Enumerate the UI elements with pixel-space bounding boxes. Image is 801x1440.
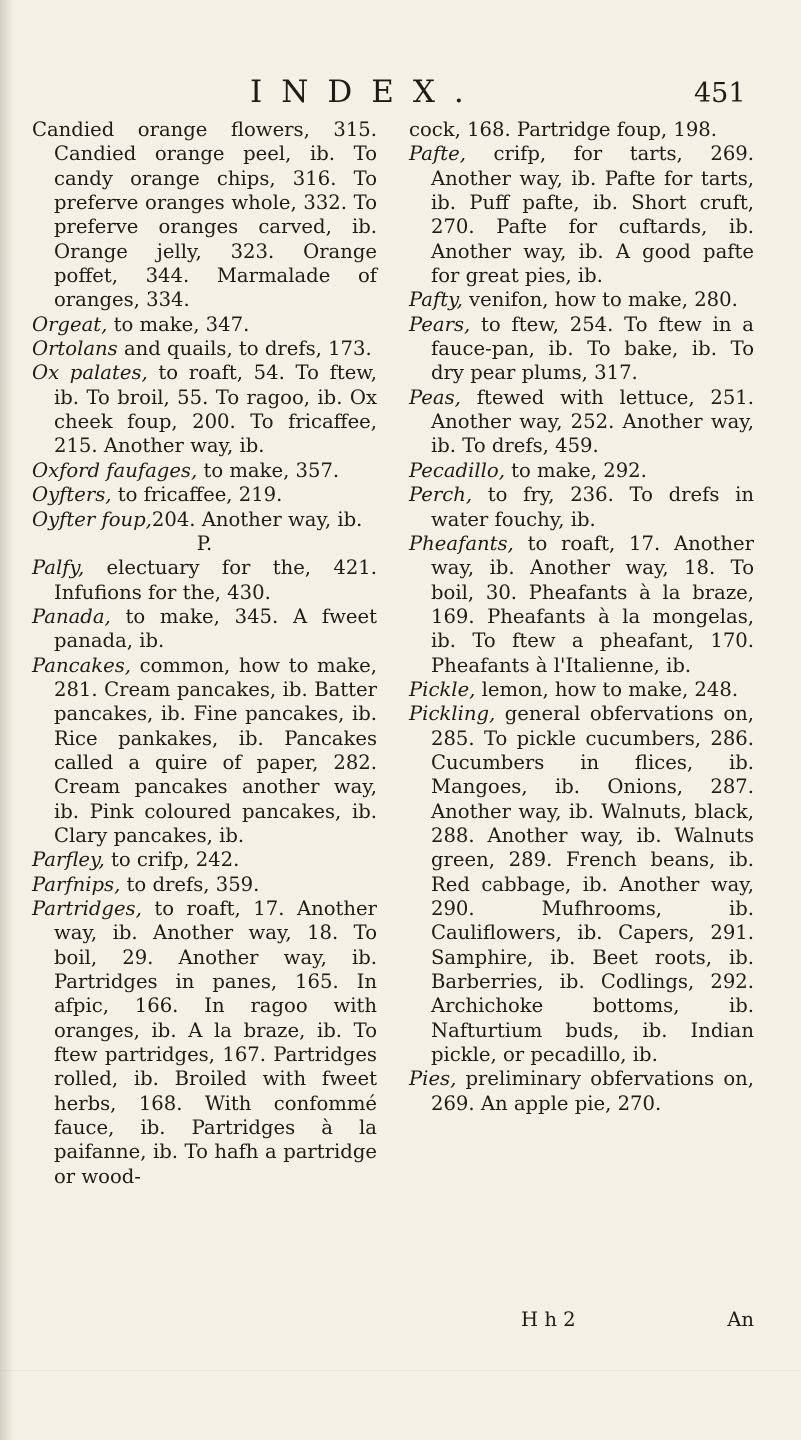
entry-text: to roaft, 54. To ftew, ib. To broil, 55. To ragoo, ib. Ox cheek foup, 200. To fricaffee, 215. Another way, ib. xyxy=(54,361,377,458)
entry-text: to fry, 236. To drefs in water fouchy, ib. xyxy=(431,483,754,531)
index-entry xyxy=(32,459,377,483)
entry-text: Candied orange flowers, 315. Candied orange peel, ib. To candy orange chips, 316. To preferve oranges whole, 332. To preferve oranges carved, ib. Orange jelly, 323. Orange poffet, 344. Marmalade of oranges, 334. xyxy=(32,118,377,312)
entry-heading: Oyfter foup, xyxy=(32,507,152,531)
index-entry xyxy=(32,508,377,532)
index-entry xyxy=(409,118,754,142)
entry-text: to make, 357. xyxy=(197,458,340,482)
index-entry xyxy=(32,873,377,897)
entry-heading: Pancakes, xyxy=(32,653,132,677)
index-entry xyxy=(409,1067,754,1116)
entry-heading: Peas, xyxy=(409,385,461,409)
entry-text: to make, 345. A fweet panada, ib. xyxy=(54,604,377,653)
page-number: 451 xyxy=(694,78,746,109)
entry-heading: Pears, xyxy=(409,312,471,336)
entry-heading: Pies, xyxy=(409,1067,457,1091)
entry-text: lemon, how to make, 248. xyxy=(475,677,739,701)
index-entry xyxy=(32,337,377,361)
entry-text: venifon, how to make, 280. xyxy=(462,288,738,312)
index-entry xyxy=(409,483,754,532)
entry-text: to ftew, 254. To ftew in a fauce-pan, ib. To bake, ib. To dry pear plums, 317. xyxy=(431,312,754,385)
entry-text: to make, 292. xyxy=(504,458,647,482)
index-column-right xyxy=(409,118,754,1116)
index-entry xyxy=(32,605,377,654)
entry-text: to roaft, 17. Another way, ib. Another way, 18. To boil, 29. Another way, ib. Partridges in panes, 165. In afpic, 166. In ragoo with oranges, ib. A la braze, ib. To ftew partridges, 167. Partridges rolled, ib. Broiled with fweet herbs, 168. With confommé fauce, ib. Partridges à la paifanne, ib. To hafh a partridge or wood- xyxy=(54,897,377,1188)
index-entry xyxy=(32,118,377,313)
index-entry xyxy=(409,142,754,288)
index-entry xyxy=(409,459,754,483)
entry-text: ftewed with lettuce, 251. Another way, 252. Another way, ib. To drefs, 459. xyxy=(431,385,754,458)
entry-heading: Oxford faufages, xyxy=(32,458,198,482)
entry-heading: Palfy, xyxy=(32,556,85,580)
entry-heading: Pickle, xyxy=(409,677,476,701)
entry-text: to fricaffee, 219. xyxy=(111,483,283,507)
entry-heading: Parfley, xyxy=(32,848,105,872)
entry-heading: Ox palates, xyxy=(32,361,148,385)
signature-mark: H h 2 xyxy=(521,1308,576,1331)
paper-crease xyxy=(0,1370,801,1371)
index-entry xyxy=(32,483,377,507)
entry-heading: Perch, xyxy=(409,483,473,507)
running-title: INDEX. xyxy=(250,74,483,110)
entry-text: 204. Another way, ib. xyxy=(151,507,363,531)
section-letter xyxy=(32,532,377,556)
page-footer xyxy=(409,1308,754,1334)
entry-text: and quails, to drefs, 173. xyxy=(117,337,372,361)
entry-heading: Pheafants, xyxy=(409,531,514,555)
entry-text: common, how to make, 281. Cream pancakes, ib. Batter pancakes, ib. Fine pancakes, ib. Rice pankakes, ib. Pancakes called a quire of paper, 282. Cream pancakes another way, ib. Pink coloured pancakes, ib. Clary pancakes, ib. xyxy=(54,653,377,847)
page-edge-shadow xyxy=(0,0,14,1440)
entry-text: to drefs, 359. xyxy=(120,872,260,896)
entry-text: electuary for the, 421. Infufions for the, 430. xyxy=(54,556,377,604)
entry-heading: Ortolans xyxy=(32,337,118,361)
catchword: An xyxy=(727,1308,754,1331)
entry-heading: Oyfters, xyxy=(32,483,112,507)
index-entry xyxy=(32,313,377,337)
index-column-left xyxy=(32,118,377,1189)
page-header xyxy=(0,74,801,114)
index-entry xyxy=(409,313,754,386)
entry-heading: Panada, xyxy=(32,604,111,628)
entry-heading: Pafty, xyxy=(409,288,463,312)
entry-text: to crifp, 242. xyxy=(104,848,240,872)
entry-text: P. xyxy=(196,531,213,555)
entry-text: crifp, for tarts, 269. Another way, ib. Pafte for tarts, ib. Puff pafte, ib. Short cruft, 270. Pafte for cuftards, ib. Another way, ib. A good pafte for great pies, ib. xyxy=(431,142,754,288)
entry-heading: Pickling, xyxy=(409,702,496,726)
index-entry xyxy=(409,678,754,702)
index-entry xyxy=(409,288,754,312)
entry-heading: Partridges, xyxy=(32,897,142,920)
entry-heading: Parfnips, xyxy=(32,872,121,896)
index-entry xyxy=(32,848,377,872)
entry-heading: Pafte, xyxy=(409,142,466,166)
index-entry xyxy=(32,556,377,605)
index-entry xyxy=(409,386,754,459)
index-entry xyxy=(32,361,377,458)
entry-text: to roaft, 17. Another way, ib. Another way, 18. To boil, 30. Pheafants à la braze, 169. Pheafants à la mongelas, ib. To ftew a pheafant, 170. Pheafants à l'Italienne, ib. xyxy=(431,531,754,677)
entry-text: to make, 347. xyxy=(107,312,250,336)
index-entry xyxy=(32,654,377,849)
entry-heading: Pecadillo, xyxy=(409,458,505,482)
entry-heading: Orgeat, xyxy=(32,312,108,336)
entry-text: cock, 168. Partridge foup, 198. xyxy=(409,118,717,141)
index-entry xyxy=(32,897,377,1189)
entry-text: preliminary obfervations on, 269. An apple pie, 270. xyxy=(431,1067,754,1115)
index-entry xyxy=(409,702,754,1067)
entry-text: general obfervations on, 285. To pickle cucumbers, 286. Cucumbers in flices, ib. Mangoes, ib. Onions, 287. Another way, ib. Walnuts, black, 288. Another way, ib. Walnuts green, 289. French beans, ib. Red cabbage, ib. Another way, 290. Mufhrooms, ib. Cauliflowers, ib. Capers, 291. Samphire, ib. Beet roots, ib. Barberries, ib. Codlings, 292. Archichoke bottoms, ib. Nafturtium buds, ib. Indian pickle, or pecadillo, ib. xyxy=(431,702,754,1067)
index-entry xyxy=(409,532,754,678)
